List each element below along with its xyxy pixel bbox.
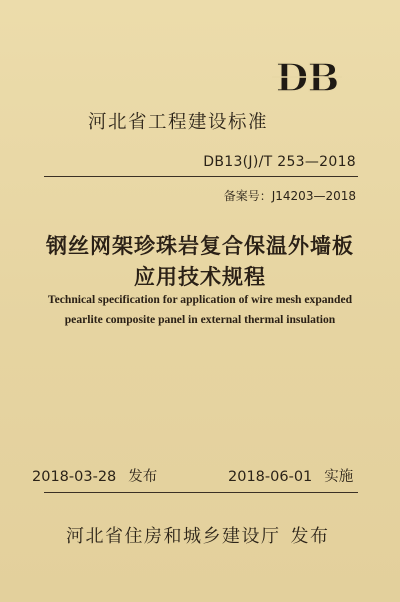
bottom-divider	[44, 492, 358, 493]
issuer-bottom	[66, 522, 330, 548]
issuer-top: 河北省工程建设标准	[88, 112, 269, 133]
issuer-bottom-action: 发布	[290, 526, 330, 547]
implementation-action: 实施	[324, 469, 354, 485]
filing-number: 备案号：J14203—2018	[223, 189, 356, 203]
title-en-line-1: Technical specification for application of wire mesh expanded	[47, 293, 353, 306]
release-date: 2018-03-28	[32, 469, 117, 485]
title-cn-line-2: 应用技术规程	[134, 264, 266, 289]
db-logo	[266, 58, 348, 96]
implementation-date-block	[228, 465, 353, 486]
implementation-date: 2018-06-01	[228, 469, 313, 485]
title-cn-line-1: 钢丝网架珍珠岩复合保温外墙板	[46, 233, 354, 258]
release-action: 发布	[128, 469, 158, 485]
db-logo-text: DB	[275, 58, 339, 96]
title-en-line-2: pearlite composite panel in external thermal insulation	[64, 313, 336, 326]
standard-number: DB13(J)/T 253—2018	[203, 154, 356, 170]
release-date-block	[32, 465, 157, 486]
issuer-bottom-name: 河北省住房和城乡建设厅	[66, 526, 281, 547]
top-divider	[44, 176, 358, 177]
